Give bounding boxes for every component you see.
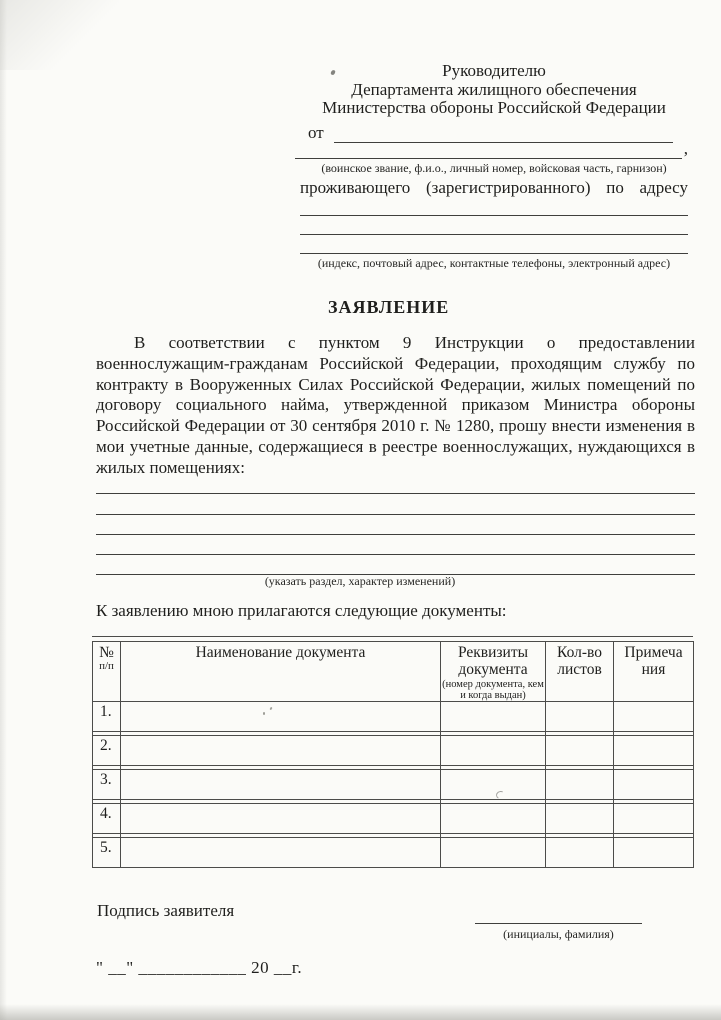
- signature-hint-caption: (инициалы, фамилия): [503, 927, 614, 941]
- table-row-4: [93, 804, 694, 834]
- address-blank-line-3: [300, 235, 688, 254]
- empty-cell: [121, 702, 441, 732]
- empty-cell: [121, 804, 441, 834]
- empty-cell: [441, 702, 546, 732]
- from-row: [300, 122, 688, 143]
- signature-label: Подпись заявителя: [97, 901, 235, 920]
- changes-blank-line-2: [96, 494, 695, 514]
- address-blank-line-2: [300, 216, 688, 235]
- addressee-line-1: Руководителю: [442, 61, 546, 80]
- addressee-line-2: Департамента жилищного обеспечения: [351, 79, 637, 99]
- empty-cell: [121, 838, 441, 868]
- col-header-number: [93, 642, 121, 702]
- row-number-cell: 2.: [93, 736, 121, 766]
- table-row-3: [93, 770, 694, 800]
- row-number-cell: 3.: [93, 770, 121, 800]
- col-header-sheet-count: Кол-во листов: [546, 642, 614, 702]
- empty-cell: [121, 770, 441, 800]
- empty-cell: [441, 736, 546, 766]
- document-title: ЗАЯВЛЕНИЕ: [328, 297, 450, 317]
- from-blank-line: [334, 121, 673, 143]
- empty-cell: [614, 770, 694, 800]
- addressee-line-3: Министерства обороны Российской Федерации: [322, 98, 666, 117]
- changes-blank-line-3: [96, 515, 695, 535]
- empty-cell: [614, 736, 694, 766]
- changes-blank-line-4: [96, 535, 695, 555]
- changes-blank-line-5: [96, 555, 695, 575]
- empty-cell: [614, 702, 694, 732]
- scan-left-edge: [0, 0, 7, 1020]
- documents-table: [92, 641, 694, 868]
- table-row-1: [93, 702, 694, 732]
- col-header-number-sub: п/п: [99, 660, 114, 672]
- empty-cell: [441, 838, 546, 868]
- changes-hint-caption: (указать раздел, характер изменений): [264, 574, 456, 588]
- scan-artifact-mark: [263, 712, 265, 715]
- empty-cell: [546, 736, 614, 766]
- body-paragraph: В соответствии с пунктом 9 Инструкции о предоставлении военнослужащим-гражданам Российской Федерации, проходящим службу по контракту в Вооруженных Силах Российской Федерации, жилых помещений по договору социального найма, утвержденной приказом Министра обороны Российской Федерации от 30 сентября 2010 г. № 1280, прошу внести изменения в мои учетные данные, содержащиеся в реестре военнослужащих, нуждающихся в жилых помещениях:: [96, 333, 695, 477]
- empty-cell: [546, 838, 614, 868]
- col-header-details: [441, 642, 546, 702]
- empty-cell: [121, 736, 441, 766]
- empty-cell: [546, 804, 614, 834]
- applicant-name-blank-line: [295, 142, 682, 159]
- residing-line: проживающего (зарегистрированного) по адресу: [300, 177, 688, 197]
- table-top-scan-line: [92, 636, 693, 637]
- empty-cell: [546, 702, 614, 732]
- date-blank-line: " __" ____________ 20 __г.: [96, 958, 303, 977]
- row-number-cell: 1.: [93, 702, 121, 732]
- changes-blank-lines: [96, 474, 695, 575]
- changes-blank-line-1: [96, 474, 695, 494]
- addressee-block: [300, 62, 688, 270]
- signature-blank-line: [475, 904, 642, 924]
- empty-cell: [614, 838, 694, 868]
- address-blank-line-1: [300, 197, 688, 216]
- col-header-notes: Примеча ния: [614, 642, 694, 702]
- table-row-5: [93, 838, 694, 868]
- scan-bottom-edge: [0, 1004, 721, 1020]
- table-header-row: [93, 642, 694, 702]
- col-header-number-label: №: [99, 644, 114, 661]
- col-header-details-label: Реквизиты документа: [457, 644, 529, 678]
- row-number-cell: 4.: [93, 804, 121, 834]
- col-header-details-sub: (номер документа, кем и когда выдан): [442, 679, 544, 701]
- comma: ,: [683, 139, 688, 158]
- row-number-cell: 5.: [93, 838, 121, 868]
- col-header-document-name: Наименование документа: [121, 642, 441, 702]
- address-hint-caption: (индекс, почтовый адрес, контактные телефоны, электронный адрес): [317, 256, 671, 270]
- attachments-intro: К заявлению мною прилагаются следующие документы:: [96, 601, 507, 620]
- scan-corner-shade: [0, 0, 120, 70]
- from-hint-caption: (воинское звание, ф.и.о., личный номер, войсковая часть, гарнизон): [321, 160, 667, 175]
- from-label: от: [308, 123, 324, 142]
- empty-cell: [546, 770, 614, 800]
- empty-cell: [441, 770, 546, 800]
- empty-cell: [441, 804, 546, 834]
- applicant-name-blank-row: [295, 139, 688, 159]
- empty-cell: [614, 804, 694, 834]
- table-row-2: [93, 736, 694, 766]
